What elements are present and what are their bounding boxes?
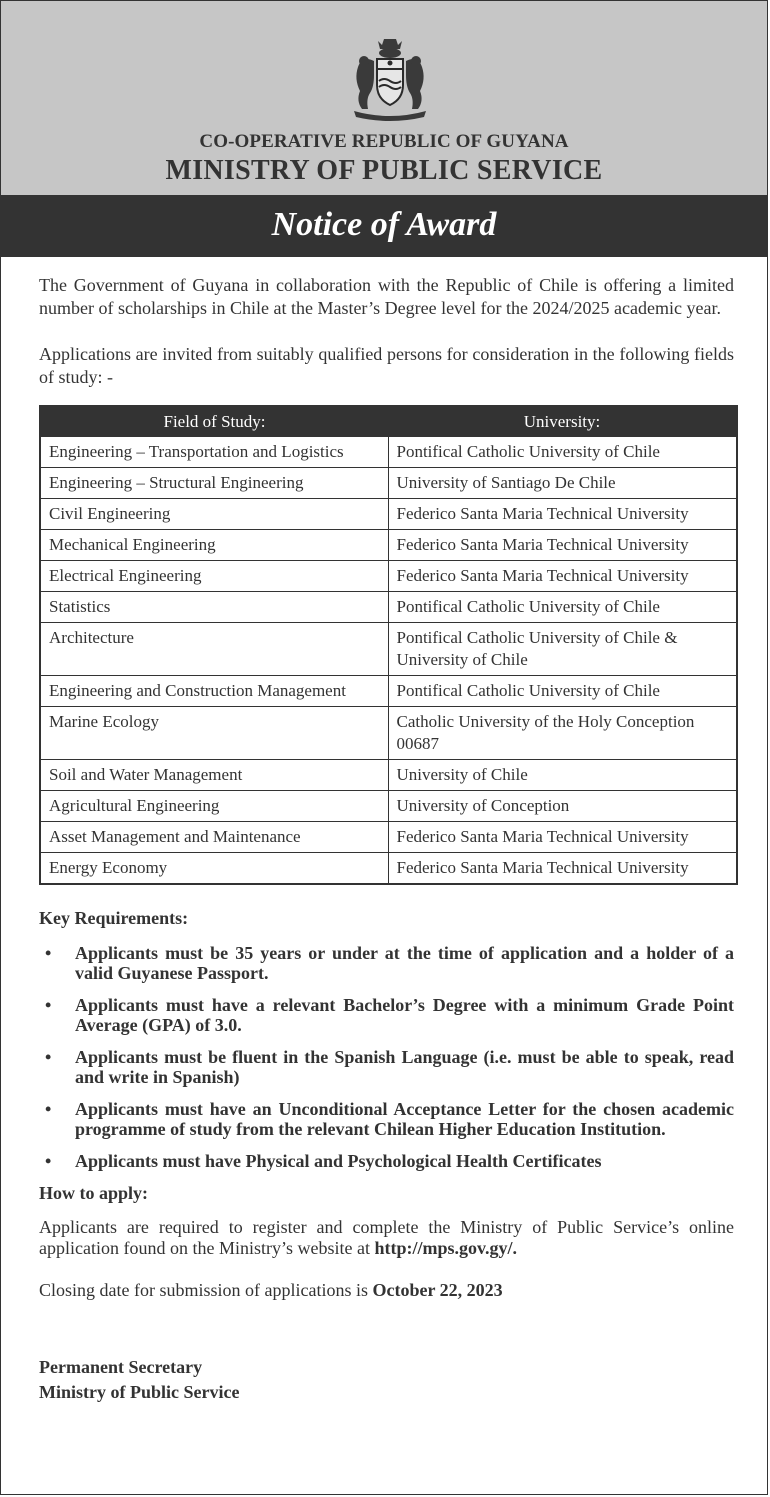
university-cell: Federico Santa Maria Technical University (388, 853, 737, 885)
requirement-item (39, 1047, 734, 1087)
ministry-website-link[interactable]: http://mps.gov.gy/. (374, 1238, 517, 1258)
signature-title: Permanent Secretary (39, 1357, 203, 1377)
university-cell: University of Santiago De Chile (388, 468, 737, 499)
country-name: CO-OPERATIVE REPUBLIC OF GUYANA (199, 131, 569, 152)
coat-of-arms-icon (344, 35, 436, 121)
field-of-study-cell: Architecture (40, 623, 388, 676)
university-cell: Federico Santa Maria Technical University (388, 822, 737, 853)
apply-instructions: Applicants are required to register and complete the Ministry of Public Service’s online application found on the Ministry’s website at (39, 1217, 734, 1258)
field-of-study-cell: Statistics (40, 592, 388, 623)
university-cell: Federico Santa Maria Technical University (388, 561, 737, 592)
university-cell: Pontifical Catholic University of Chile (388, 676, 737, 707)
signature-ministry: Ministry of Public Service (39, 1382, 240, 1402)
table-row (40, 676, 737, 707)
field-of-study-cell: Engineering and Construction Management (40, 676, 388, 707)
table-row (40, 468, 737, 499)
table-body (40, 437, 737, 885)
field-of-study-cell: Agricultural Engineering (40, 791, 388, 822)
requirement-text: Applicants must have an Unconditional Acceptance Letter for the chosen academic programme of study from the relevant Chilean Higher Education Institution. (75, 1099, 734, 1139)
field-of-study-cell: Engineering – Structural Engineering (40, 468, 388, 499)
notice-title: Notice of Award (1, 195, 767, 257)
ministry-name: MINISTRY OF PUBLIC SERVICE (165, 155, 603, 186)
requirement-item (39, 943, 734, 983)
table-row (40, 760, 737, 791)
table-header-row (40, 406, 737, 437)
university-cell: Pontifical Catholic University of Chile (388, 592, 737, 623)
table-row (40, 707, 737, 760)
university-cell: Pontifical Catholic University of Chile (388, 437, 737, 468)
table-row (40, 530, 737, 561)
university-cell: Federico Santa Maria Technical University (388, 499, 737, 530)
requirements-list (39, 943, 734, 1171)
closing-date: October 22, 2023 (372, 1280, 503, 1300)
invite-paragraph: Applications are invited from suitably qualified persons for consideration in the following fields of study: - (39, 344, 734, 387)
requirement-text: Applicants must be 35 years or under at the time of application and a holder of a valid Guyanese Passport. (75, 943, 734, 983)
field-of-study-cell: Asset Management and Maintenance (40, 822, 388, 853)
notice-body (1, 257, 767, 1405)
bullet-icon: • (45, 995, 52, 1015)
university-cell: Pontifical Catholic University of Chile & University of Chile (388, 623, 737, 676)
table-row (40, 499, 737, 530)
field-of-study-cell: Electrical Engineering (40, 561, 388, 592)
field-of-study-cell: Civil Engineering (40, 499, 388, 530)
requirement-item (39, 995, 734, 1035)
table-row (40, 791, 737, 822)
header (1, 1, 767, 195)
university-column-header: University: (388, 406, 737, 437)
table-row (40, 822, 737, 853)
intro-paragraph: The Government of Guyana in collaboration with the Republic of Chile is offering a limited number of scholarships in Chile at the Master’s Degree level for the 2024/2025 academic year. (39, 275, 734, 318)
how-to-apply-text (39, 1217, 734, 1259)
bullet-icon: • (45, 943, 52, 963)
university-cell: University of Conception (388, 791, 737, 822)
field-of-study-cell: Marine Ecology (40, 707, 388, 760)
university-cell: Catholic University of the Holy Conception 00687 (388, 707, 737, 760)
requirement-text: Applicants must have a relevant Bachelor’s Degree with a minimum Grade Point Average (GPA) of 3.0. (75, 995, 734, 1035)
table-row (40, 437, 737, 468)
bullet-icon: • (45, 1047, 52, 1067)
field-of-study-cell: Mechanical Engineering (40, 530, 388, 561)
field-of-study-cell: Energy Economy (40, 853, 388, 885)
table-row (40, 561, 737, 592)
bullet-icon: • (45, 1151, 52, 1171)
table-row (40, 623, 737, 676)
requirement-text: Applicants must be fluent in the Spanish Language (i.e. must be able to speak, read and write in Spanish) (75, 1047, 734, 1087)
fields-table (39, 405, 738, 885)
how-to-apply-heading: How to apply: (39, 1183, 149, 1203)
table-row (40, 592, 737, 623)
field-of-study-cell: Soil and Water Management (40, 760, 388, 791)
closing-label: Closing date for submission of applications is (39, 1280, 368, 1300)
signature-block (39, 1355, 734, 1405)
university-cell: Federico Santa Maria Technical University (388, 530, 737, 561)
requirements-heading: Key Requirements: (39, 908, 189, 928)
field-column-header: Field of Study: (40, 406, 388, 437)
requirement-item (39, 1151, 734, 1171)
closing-date-text (39, 1279, 734, 1302)
university-cell: University of Chile (388, 760, 737, 791)
table-row (40, 853, 737, 885)
requirement-item (39, 1099, 734, 1139)
field-of-study-cell: Engineering – Transportation and Logistics (40, 437, 388, 468)
bullet-icon: • (45, 1099, 52, 1119)
requirement-text: Applicants must have Physical and Psychological Health Certificates (75, 1151, 602, 1171)
